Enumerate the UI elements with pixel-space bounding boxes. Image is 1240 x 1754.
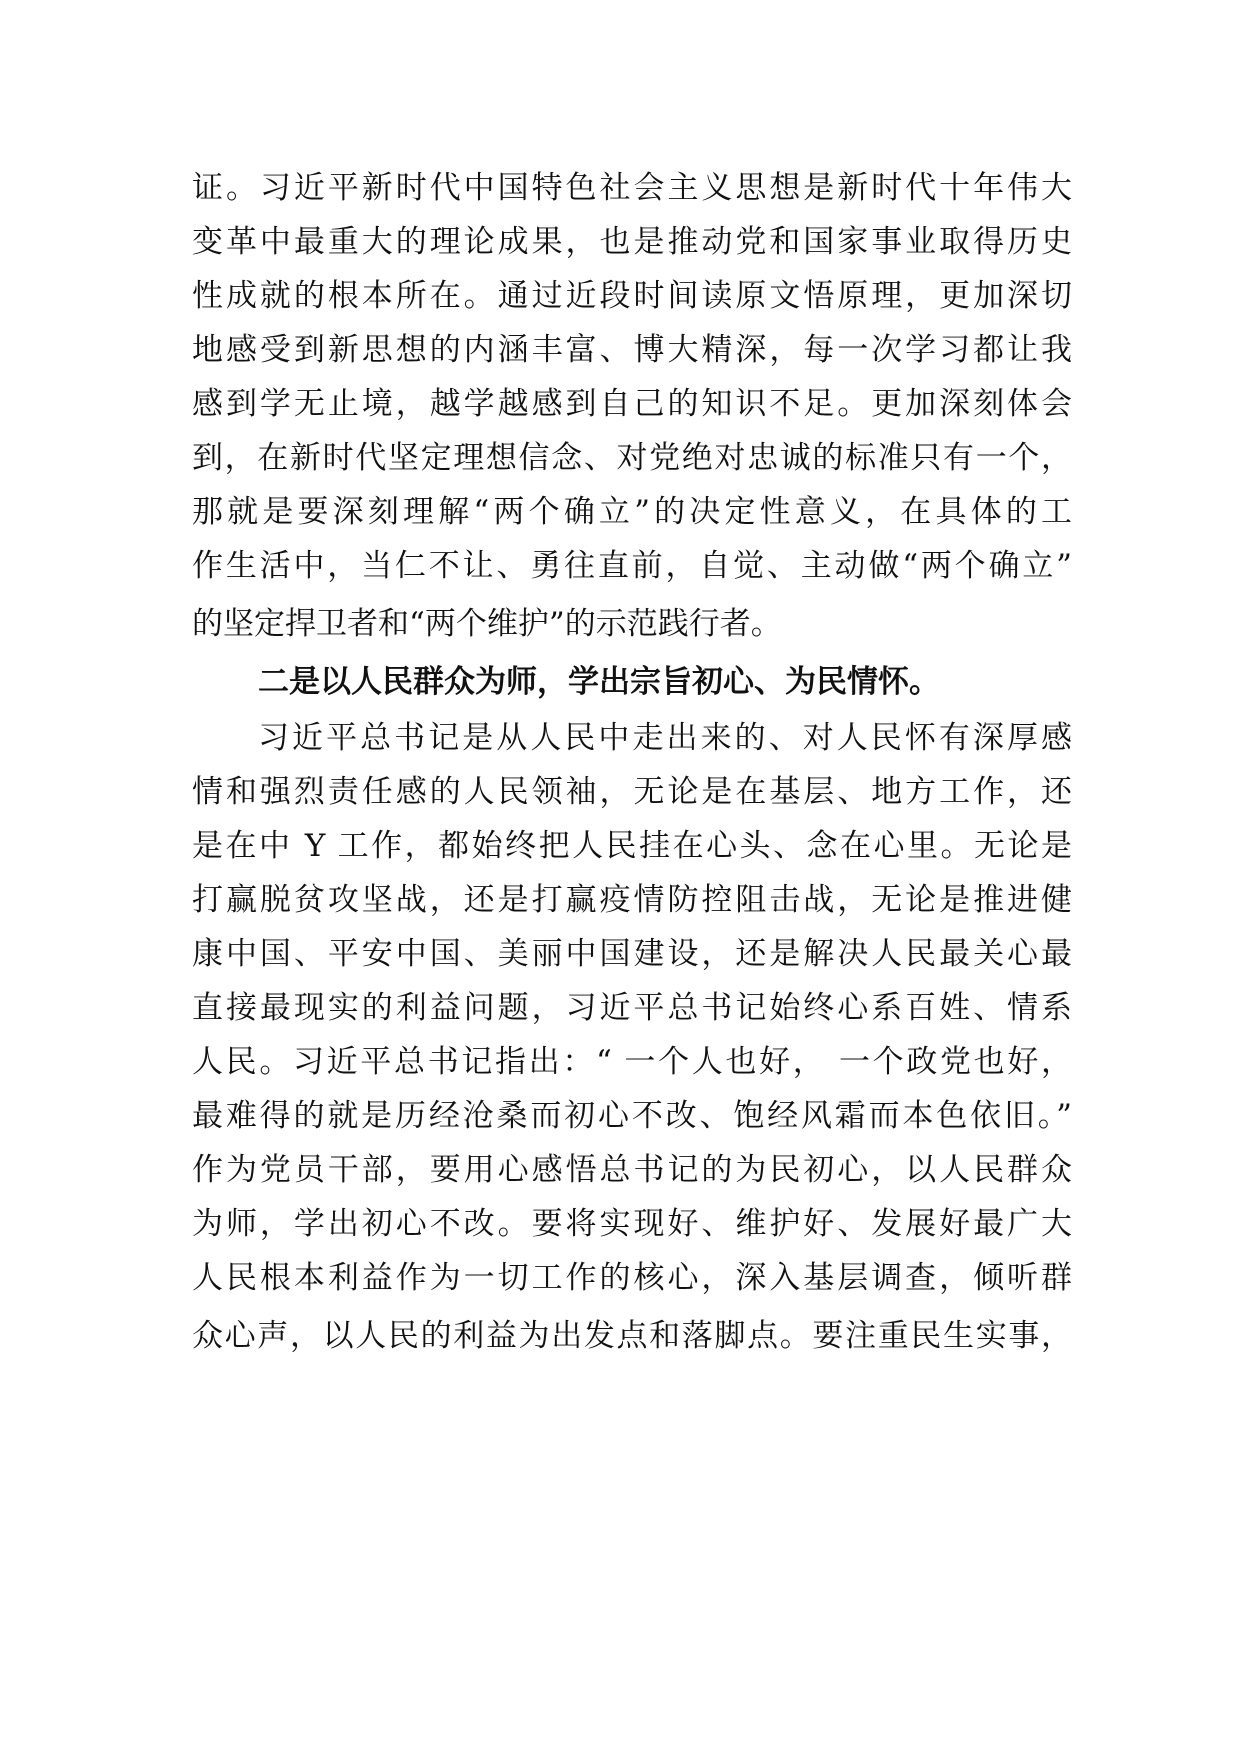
paragraph2-line-1: 习近平总书记是从人民中走出来的、对人民怀有深厚感 [258, 720, 1072, 756]
paragraph2-line-10: 为师，学出初心不改。要将实现好、维护好、发展好最广大 [192, 1206, 1072, 1242]
paragraph1-line-6: 到，在新时代坚定理想信念、对党绝对忠诚的标准只有一个， [192, 440, 1072, 476]
paragraph2-line-8: 最难得的就是历经沧桑而初心不改、饱经风霜而本色依旧。” [192, 1098, 1072, 1134]
paragraph2-line-9: 作为党员干部，要用心感悟总书记的为民初心，以人民群众 [192, 1152, 1072, 1188]
paragraph2-line-5: 康中国、平安中国、美丽中国建设，还是解决人民最关心最 [192, 936, 1072, 972]
paragraph1-line-3: 性成就的根本所在。通过近段时间读原文悟原理，更加深切 [192, 278, 1072, 314]
paragraph2-line-11: 人民根本利益作为一切工作的核心，深入基层调查，倾听群 [192, 1260, 1072, 1296]
paragraph1-line-5: 感到学无止境，越学越感到自己的知识不足。更加深刻体会 [192, 386, 1072, 422]
section-heading: 二是以人民群众为师，学出宗旨初心、为民情怀。 [258, 664, 940, 700]
paragraph2-line-7: 人民。习近平总书记指出：“ 一个人也好， 一个政党也好， [192, 1044, 1072, 1080]
paragraph2-line-4: 打赢脱贫攻坚战，还是打赢疫情防控阻击战，无论是推进健 [192, 882, 1072, 918]
paragraph2-line-6: 直接最现实的利益问题，习近平总书记始终心系百姓、情系 [192, 990, 1072, 1026]
paragraph1-line-8: 作生活中，当仁不让、勇往直前，自觉、主动做“两个确立” [192, 548, 1072, 584]
paragraph1-line-9: 的坚定捍卫者和“两个维护”的示范践行者。 [192, 606, 782, 642]
paragraph1-line-4: 地感受到新思想的内涵丰富、博大精深，每一次学习都让我 [192, 332, 1072, 368]
paragraph1-line-7: 那就是要深刻理解“两个确立”的决定性意义，在具体的工 [192, 494, 1072, 530]
paragraph2-line-12: 众心声，以人民的利益为出发点和落脚点。要注重民生实事， [192, 1318, 1072, 1354]
paragraph2-line-3: 是在中 Y 工作，都始终把人民挂在心头、念在心里。无论是 [192, 828, 1072, 864]
paragraph2-line-2: 情和强烈责任感的人民领袖，无论是在基层、地方工作，还 [192, 774, 1072, 810]
paragraph1-line-2: 变革中最重大的理论成果，也是推动党和国家事业取得历史 [192, 224, 1072, 260]
paragraph1-line-1: 证。习近平新时代中国特色社会主义思想是新时代十年伟大 [192, 170, 1072, 206]
